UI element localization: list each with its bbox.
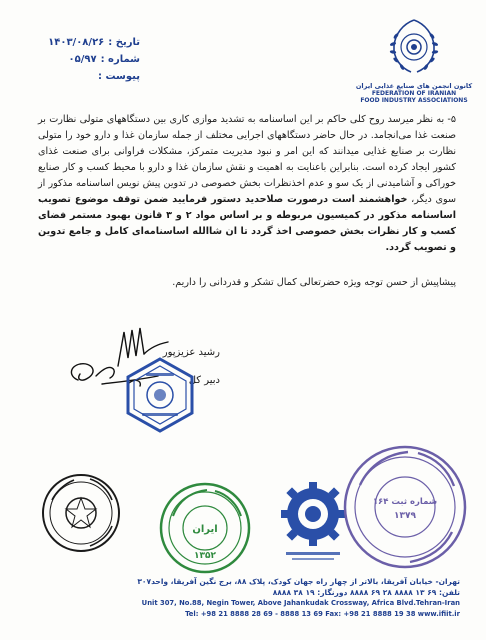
organization-header xyxy=(354,14,474,104)
stamp-4-line-2: ۱۳۷۹ xyxy=(394,511,416,521)
number-label: شماره : xyxy=(100,54,140,65)
footer-phone-fa: تلفن: ۶۹ ۱۳ ۸۸۸۸ ۲۸ ۶۹ ۸۸۸۸ دورنگار: ۱۹ ۳۸ ۸۸۸۸ xyxy=(272,588,460,597)
date-label: تاریخ : xyxy=(108,37,140,48)
number-value: ۰۵/۹۷ xyxy=(68,54,97,65)
footer-contact-en: Tel: +98 21 8888 28 69 - 8888 13 69 Fax: +98 21 8888 19 38 www.ifiit.ir xyxy=(185,610,460,618)
purple-round-stamp-icon xyxy=(338,440,473,575)
footer-address-fa: تهران- خیابان آفریقا، بالاتر از چهار راه جهان کودک، پلاک ۸۸، برج نگین آفریقا، واحد۳۰۷ xyxy=(137,577,460,586)
stamp-2-year: ۱۳۵۲ xyxy=(194,551,216,561)
letter-footer xyxy=(70,576,460,620)
organization-name-en-2: FOOD INDUSTRY ASSOCIATIONS xyxy=(360,97,468,104)
body-paragraph-text: ۵- به نظر میرسد روح کلی حاکم بر این اساسنامه به تشدید موازی کاری بین دستگاههای متولی نظارت بر صنعت غذا می‌انجامد. در حال حاضر دستگاههای اجرایی مختلف از جمله سازمان غذا و دارو خود را متولی نظارت بر صنایع غذایی میدانند که این امر و نبود مدیریت متمرکز، مشکلات فراوانی برای صنعت غذای کشور ایجاد کرده است. بنابراین باعنایت به اهمیت و نقش سازمان غذا و دارو با محیط کسب و کار صنایع خوراکی و آشامیدنی از یک سو و عدم اخذنظرات بخش خصوصی در تدوین پیش نویس اساسنامه مذکور از سوی دیگر، xyxy=(38,114,456,205)
closing-line: پیشاپیش از حسن توجه ویژه حضرتعالی کمال تشکر و قدردانی را داریم. xyxy=(172,277,456,288)
hexagon-seal-icon xyxy=(120,355,200,435)
letter-meta xyxy=(20,34,140,85)
date-value: ۱۴۰۳/۰۸/۲۶ xyxy=(48,37,105,48)
attachment-label: پیوست : xyxy=(97,71,140,82)
black-round-stamp-icon xyxy=(38,470,124,556)
body-paragraph xyxy=(38,112,456,256)
stamp-2-text: ایران xyxy=(192,524,218,535)
letter-body xyxy=(38,112,456,256)
organization-name-en-1: FEDERATION OF IRANIAN xyxy=(371,90,457,97)
footer-address-en: Unit 307, No.88, Negin Tower, Above Jahankudak Crossway, Africa Blvd.Tehran-Iran xyxy=(141,599,460,607)
stamp-4-line-1: شماره ثبت ۱۶۴ xyxy=(372,497,438,507)
number-row xyxy=(20,51,140,68)
body-request-text: خواهشمند است درصورت صلاحدید دستور فرمایید ضمن توقف موضوع تصویب اساسنامه مذکور در کمیسیون مربوطه و بر اساس مواد ۲ و ۳ قانون بهبود مستمر فضای کسب و کار نظرات بخش خصوصی اخذ گردد تا ان شاالله اساسنامه‌ای کامل و جامع تدوین و تصویب گردد. xyxy=(38,194,456,253)
signer-title: دبیر کل xyxy=(188,375,220,386)
wheat-wreath-logo-icon xyxy=(381,14,447,80)
signer-name: رشید عزیزپور xyxy=(162,347,220,358)
organization-name-fa: کانون انجمن های صنایع غذایی ایران xyxy=(355,82,473,90)
attachment-row xyxy=(20,68,140,85)
date-row xyxy=(20,34,140,51)
green-round-stamp-icon xyxy=(155,478,255,578)
